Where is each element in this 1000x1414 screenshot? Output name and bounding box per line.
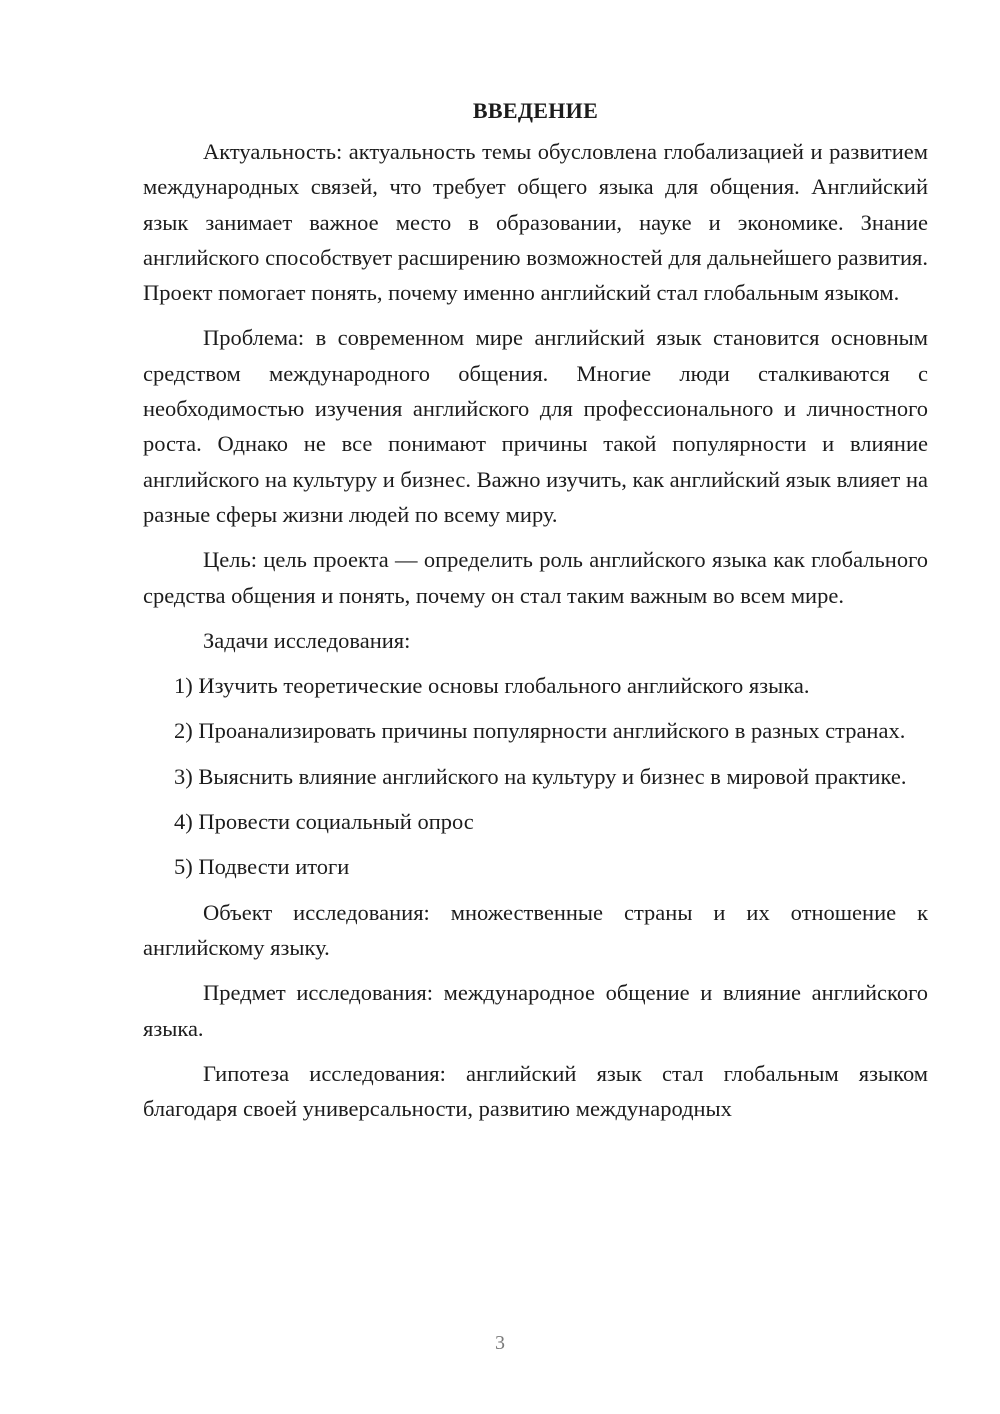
page-content: [143, 94, 928, 1136]
paragraph-object: Объект исследования: множественные страны и их отношение к английскому языку.: [143, 899, 928, 960]
paragraph-hypothesis: Гипотеза исследования: английский язык стал глобальным языком благодаря своей универсальности, развитию международных: [143, 1060, 928, 1122]
task-item-4: 4) Провести социальный опрос: [174, 809, 474, 835]
paragraph-tasks-heading: Задачи исследования:: [203, 627, 411, 653]
section-title: ВВЕДЕНИЕ: [472, 98, 599, 123]
task-item-1: 1) Изучить теоретические основы глобального английского языка.: [174, 673, 810, 699]
page-number: 3: [495, 1332, 505, 1354]
task-item-5: 5) Подвести итоги: [174, 854, 350, 880]
task-item-3: 3) Выяснить влияние английского на культуру и бизнес в мировой практике.: [174, 763, 907, 789]
paragraph-problem: Проблема: в современном мире английский язык становится основным средством международного общения. Многие люди сталкиваются с необходимостью изучения английского для профессионального и личностного роста. Однако не все понимают причины такой популярности и влияние английского на культуру и бизнес. Важно изучить, как английский язык влияет на разные сферы жизни людей по всему миру.: [143, 325, 929, 527]
paragraph-relevance: Актуальность: актуальность темы обусловлена глобализацией и развитием международных связей, что требует общего языка для общения. Английский язык занимает важное место в образовании, науке и экономике. Знание английского способствует расширению возможностей для дальнейшего развития. Проект помогает понять, почему именно английский стал глобальным языком.: [143, 139, 928, 306]
paragraph-subject: Предмет исследования: международное общение и влияние английского языка.: [143, 980, 928, 1041]
paragraph-goal: Цель: цель проекта — определить роль английского языка как глобального средства общения и понять, почему он стал таким важным во всем мире.: [143, 547, 928, 608]
task-item-2: 2) Проанализировать причины популярности английского в разных странах.: [174, 718, 906, 744]
